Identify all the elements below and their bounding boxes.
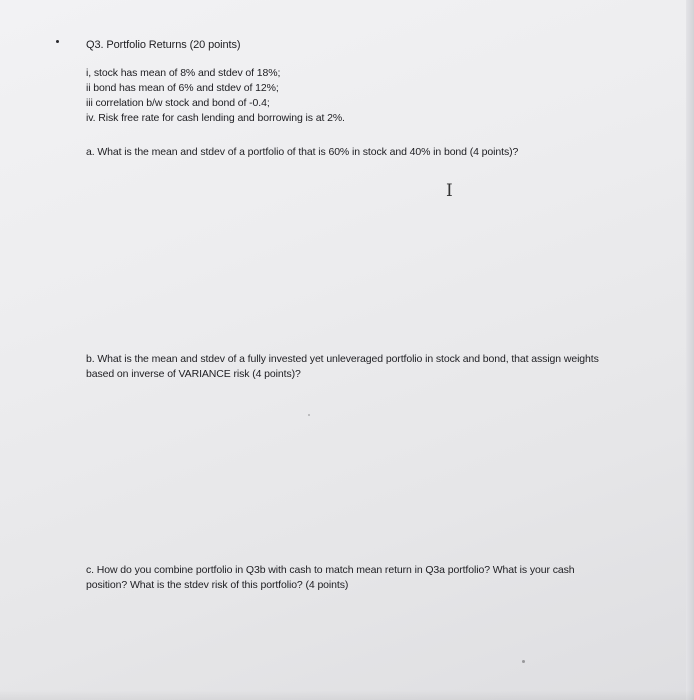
question-c-line-2: position? What is the stdev risk of this portfolio? (4 points) xyxy=(86,579,349,591)
question-c-line-1: c. How do you combine portfolio in Q3b with cash to match mean return in Q3a portfolio? What is your cash xyxy=(86,564,575,576)
question-b-line-2: based on inverse of VARIANCE risk (4 points)? xyxy=(86,368,301,380)
given-stock: i, stock has mean of 8% and stdev of 18%; xyxy=(86,67,281,79)
speck-mark xyxy=(308,414,310,416)
question-a: a. What is the mean and stdev of a portfolio of that is 60% in stock and 40% in bond (4 points)? xyxy=(86,146,519,158)
given-risk-free-rate: iv. Risk free rate for cash lending and borrowing is at 2%. xyxy=(86,112,345,124)
page-edge xyxy=(686,0,694,700)
speck-mark xyxy=(56,40,59,43)
given-correlation: iii correlation b/w stock and bond of -0.4; xyxy=(86,97,270,109)
page-shadow xyxy=(0,690,694,700)
given-bond: ii bond has mean of 6% and stdev of 12%; xyxy=(86,82,279,94)
question-title: Q3. Portfolio Returns (20 points) xyxy=(86,39,241,51)
speck-mark xyxy=(522,660,525,663)
question-b-line-1: b. What is the mean and stdev of a fully invested yet unleveraged portfolio in stock and bond, that assign weights xyxy=(86,353,599,365)
text-cursor-icon: I xyxy=(446,181,453,201)
